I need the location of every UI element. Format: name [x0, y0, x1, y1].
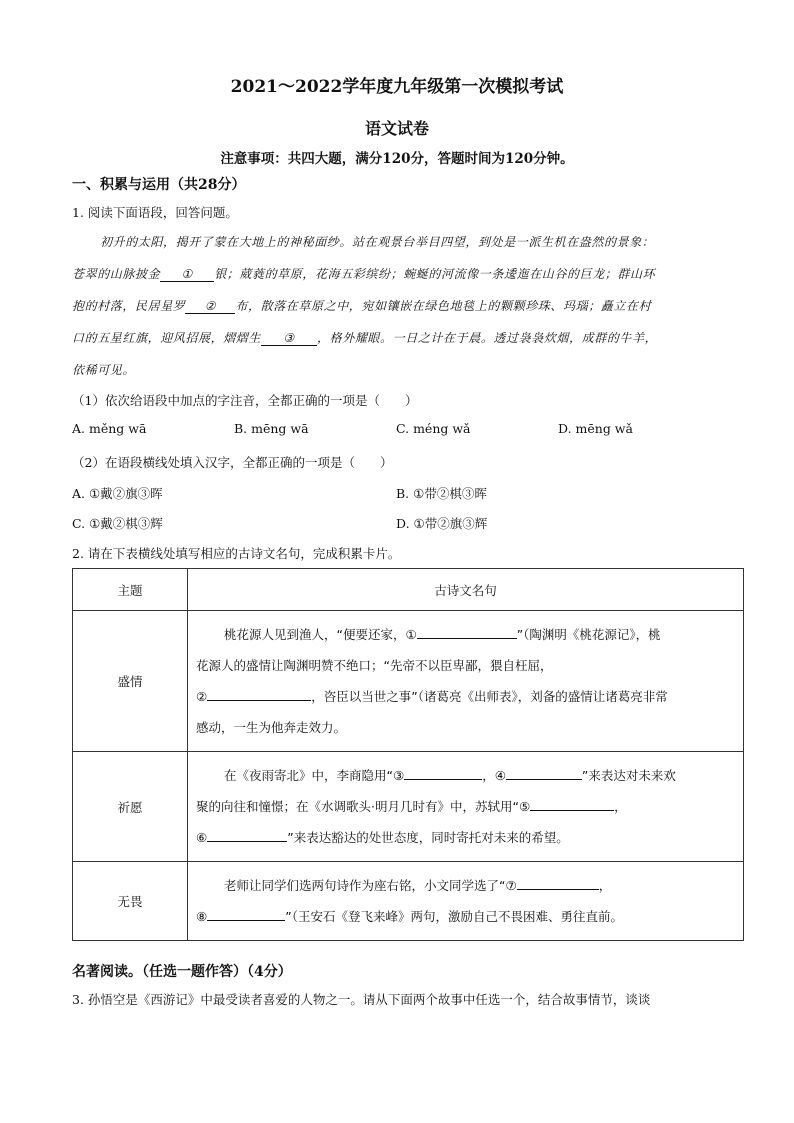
text: ② — [196, 689, 208, 704]
content-line — [196, 870, 735, 901]
passage-text: 依稀可见。 — [72, 363, 136, 377]
text: ，咨臣以当世之事”（诸葛亮《出师表》，刘备的盛情让诸葛亮非常 — [311, 689, 668, 704]
text: 花源人的盛情让陶渊明赞不绝口；“先帝不以臣卑鄙，猥自枉屈， — [196, 658, 553, 673]
header-theme: 主题 — [73, 569, 188, 611]
text: ⑧ — [196, 909, 208, 924]
passage-text: 苍翠的山脉披金 — [72, 267, 161, 281]
blank-1[interactable] — [417, 624, 517, 639]
blank-4[interactable] — [506, 765, 582, 780]
text: 老师让同学们选两句诗作为座右铭，小文同学选了“⑦ — [224, 878, 517, 893]
question-1-sub-2: （2）在语段横线处填入汉字，全都正确的一项是（ ） — [72, 455, 393, 470]
passage-text: 口的五星红旗，迎风招展，熠熠生 — [72, 331, 262, 345]
table-row — [73, 752, 744, 862]
option-1a[interactable]: A. měng wā — [72, 421, 147, 436]
option-1d[interactable]: D. mēng wǎ — [558, 421, 633, 436]
blank-3[interactable] — [404, 765, 482, 780]
content-line — [196, 650, 735, 681]
table-header-row — [73, 569, 744, 611]
passage-text: 初升的太阳，揭开了蒙在大地上的神秘面纱。站在观景台举目四望，到处是一派生机在盎然的景象： — [100, 235, 655, 249]
content-line — [196, 822, 735, 853]
blank-1[interactable]: ① — [160, 267, 214, 282]
blank-6[interactable] — [207, 827, 287, 842]
option-2a[interactable]: A. ①戴②旗③晖 — [72, 486, 163, 501]
passage-line-1 — [72, 233, 654, 250]
text: 桃花源人见到渔人，“便要还家，① — [224, 627, 417, 642]
option-2c[interactable]: C. ①戴②棋③辉 — [72, 516, 163, 531]
question-2-stem: 2. 请在下表横线处填写相应的古诗文名句，完成积累卡片。 — [72, 546, 401, 561]
text: ， — [614, 799, 627, 814]
content-cell — [188, 752, 744, 862]
content-line — [196, 712, 735, 743]
text: 感动，一生为他奔走效力。 — [196, 720, 347, 735]
question-3-stem: 3. 孙悟空是《西游记》中最受读者喜爱的人物之一。请从下面两个故事中任选一个，结合故事情节，谈谈 — [72, 992, 651, 1007]
text: ”来表达豁达的处世态度，同时寄托对未来的希望。 — [287, 830, 569, 845]
table-row — [73, 611, 744, 752]
passage-line-2 — [72, 265, 655, 282]
poetry-card-table — [72, 568, 744, 941]
text: 在《夜雨寄北》中，李商隐用“③ — [224, 768, 405, 783]
text: ”来表达对未来欢 — [581, 768, 676, 783]
option-2b[interactable]: B. ①带②棋③晖 — [396, 486, 487, 501]
text: ”（王安石《登飞来峰》两句，激励自己不畏困难、勇往直前。 — [285, 909, 623, 924]
blank-5[interactable] — [530, 796, 614, 811]
blank-8[interactable] — [207, 906, 285, 921]
blank-7[interactable] — [517, 875, 599, 890]
passage-line-3 — [72, 297, 651, 314]
text: 聚的向往和憧憬；在《水调歌头·明月几时有》中，苏轼用“⑤ — [196, 799, 531, 814]
text: ⑥ — [196, 830, 208, 845]
theme-cell: 祈愿 — [73, 752, 188, 862]
blank-3[interactable]: ③ — [261, 331, 317, 346]
passage-line-5 — [72, 361, 135, 378]
option-2d[interactable]: D. ①带②旗③辉 — [396, 516, 488, 531]
content-line — [196, 681, 735, 712]
content-line — [196, 619, 735, 650]
section-heading-1: 一、积累与运用（共28分） — [72, 177, 246, 193]
question-1-sub-1: （1）依次给语段中加点的字注音，全都正确的一项是（ ） — [72, 393, 418, 408]
text: ，④ — [482, 768, 506, 783]
option-1c[interactable]: C. méng wǎ — [396, 421, 471, 436]
option-1b[interactable]: B. mēng wā — [234, 421, 309, 436]
blank-2[interactable] — [207, 686, 311, 701]
content-line — [196, 901, 735, 932]
text: ， — [598, 878, 612, 893]
theme-cell: 无畏 — [73, 862, 188, 941]
passage-text: 银；葳蕤的草原，花海五彩缤纷；蜿蜒的河流像一条逶迤在山谷的巨龙；群山环 — [214, 267, 656, 281]
question-1-stem: 1. 阅读下面语段，回答问题。 — [72, 205, 238, 220]
passage-text: 布，散落在草原之中，宛如镶嵌在绿色地毯上的颗颗珍珠、玛瑙；矗立在村 — [235, 299, 652, 313]
blank-2[interactable]: ② — [185, 299, 235, 314]
header-lines: 古诗文名句 — [188, 569, 744, 611]
exam-subtitle: 语文试卷 — [364, 119, 429, 138]
theme-cell: 盛情 — [73, 611, 188, 752]
content-cell — [188, 611, 744, 752]
passage-text: ，格外耀眼。一日之计在于晨。透过袅袅炊烟，成群的牛羊， — [317, 331, 658, 345]
exam-title: 2021～2022学年度九年级第一次模拟考试 — [230, 77, 564, 97]
section-heading-2: 名著阅读。（任选一题作答）（4分） — [72, 964, 292, 980]
passage-line-4 — [72, 329, 657, 346]
text: ”（陶渊明《桃花源记》，桃 — [516, 627, 661, 642]
content-line — [196, 791, 735, 822]
table-row — [73, 862, 744, 941]
exam-notice: 注意事项：共四大题，满分120分，答题时间为120分钟。 — [220, 151, 574, 167]
passage-text: 抱的村落，民居星罗 — [72, 299, 186, 313]
content-cell — [188, 862, 744, 941]
content-line — [196, 760, 735, 791]
